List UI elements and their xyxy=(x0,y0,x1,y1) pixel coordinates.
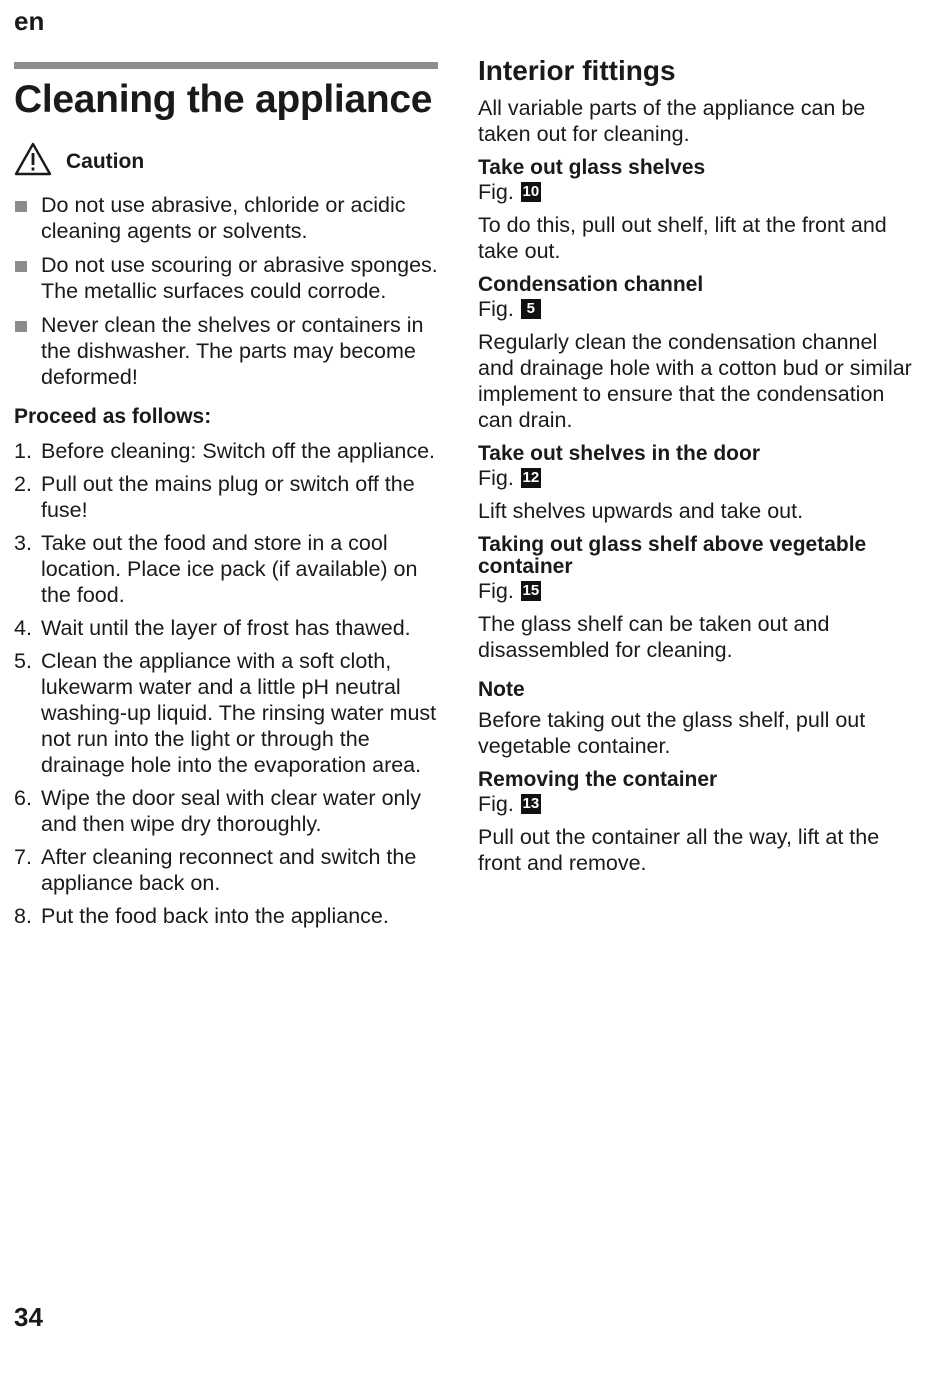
step-number: 1. xyxy=(14,439,32,463)
bullet-square-icon xyxy=(15,201,27,212)
note-title: Note xyxy=(478,678,525,701)
fig-label: Fig. xyxy=(478,297,514,321)
figure-reference xyxy=(478,791,918,817)
figure-number-badge: 10 xyxy=(522,183,540,200)
step-text: Wait until the layer of frost has thawed. xyxy=(41,616,411,640)
title-rule xyxy=(14,62,438,69)
caution-item xyxy=(14,312,444,390)
proceed-heading: Proceed as follows: xyxy=(14,405,212,428)
subsection-text: Pull out the container all the way, lift at the front and remove. xyxy=(478,825,880,875)
subsection-title: Take out glass shelves xyxy=(478,156,706,179)
step-item xyxy=(14,648,444,778)
figure-number-badge: 12 xyxy=(522,469,540,486)
figure-number-badge: 5 xyxy=(521,299,541,319)
subsection-remove-container xyxy=(478,769,918,876)
caution-list xyxy=(14,192,444,390)
step-number: 6. xyxy=(14,786,32,810)
caution-item-text: Never clean the shelves or containers in the dishwasher. The parts may become deformed! xyxy=(41,313,424,389)
right-column xyxy=(478,54,918,876)
subsection-vegetable-shelf xyxy=(478,534,918,663)
subsection-title: Removing the container xyxy=(478,768,718,791)
subsection-title: Taking out glass shelf above vegetable container xyxy=(478,533,867,578)
step-number: 4. xyxy=(14,616,32,640)
section-intro: All variable parts of the appliance can be taken out for cleaning. xyxy=(478,96,866,146)
caution-label: Caution xyxy=(66,150,145,173)
step-item xyxy=(14,903,444,929)
step-number: 7. xyxy=(14,845,32,869)
step-item xyxy=(14,615,444,641)
subsection-title: Condensation channel xyxy=(478,273,704,296)
step-number: 5. xyxy=(14,649,32,673)
step-text: Put the food back into the appliance. xyxy=(41,904,389,928)
step-text: Take out the food and store in a cool location. Place ice pack (if available) on the food. xyxy=(41,531,418,607)
caution-item-text: Do not use scouring or abrasive sponges. The metallic surfaces could corrode. xyxy=(41,253,438,303)
figure-number-badge: 13 xyxy=(522,795,540,812)
warning-icon xyxy=(14,142,52,176)
caution-item-text: Do not use abrasive, chloride or acidic cleaning agents or solvents. xyxy=(41,193,406,243)
subsection-text: Lift shelves upwards and take out. xyxy=(478,499,804,523)
page-title: Cleaning the appliance xyxy=(14,78,433,121)
subsection-text: Regularly clean the condensation channel and drainage hole with a cotton bud or similar implement to ensure that the condensation can drain. xyxy=(478,330,912,432)
figure-reference xyxy=(478,465,918,491)
step-item xyxy=(14,438,444,464)
caution-item xyxy=(14,252,444,304)
figure-reference xyxy=(478,296,918,322)
caution-item xyxy=(14,192,444,244)
step-text: Before cleaning: Switch off the appliance. xyxy=(41,439,436,463)
step-item xyxy=(14,471,444,523)
language-code: en xyxy=(14,6,45,36)
step-number: 2. xyxy=(14,472,32,496)
step-text: Wipe the door seal with clear water only and then wipe dry thoroughly. xyxy=(41,786,422,836)
subsection-text: To do this, pull out shelf, lift at the front and take out. xyxy=(478,213,887,263)
step-number: 8. xyxy=(14,904,32,928)
step-text: After cleaning reconnect and switch the appliance back on. xyxy=(41,845,417,895)
steps-list xyxy=(14,438,444,929)
step-item xyxy=(14,530,444,608)
subsection-door-shelves xyxy=(478,443,918,524)
caution-heading xyxy=(14,142,444,176)
fig-label: Fig. xyxy=(478,579,514,603)
step-text: Clean the appliance with a soft cloth, lukewarm water and a little pH neutral washing-up liquid. The rinsing water must not run into the light or through the drainage hole into the evaporation area. xyxy=(41,649,437,777)
bullet-square-icon xyxy=(15,321,27,332)
subsection-title: Take out shelves in the door xyxy=(478,442,761,465)
note-text: Before taking out the glass shelf, pull out vegetable container. xyxy=(478,708,866,758)
subsection-condensation xyxy=(478,274,918,433)
bullet-square-icon xyxy=(15,261,27,272)
figure-reference xyxy=(478,578,918,604)
figure-number-badge: 15 xyxy=(522,582,540,599)
fig-label: Fig. xyxy=(478,792,514,816)
step-item xyxy=(14,785,444,837)
step-number: 3. xyxy=(14,531,32,555)
subsection-text: The glass shelf can be taken out and disassembled for cleaning. xyxy=(478,612,830,662)
figure-reference xyxy=(478,179,918,205)
step-text: Pull out the mains plug or switch off the fuse! xyxy=(41,472,415,522)
section-title: Interior fittings xyxy=(478,55,676,86)
fig-label: Fig. xyxy=(478,466,514,490)
left-column xyxy=(14,76,444,936)
step-item xyxy=(14,844,444,896)
subsection-glass-shelves xyxy=(478,157,918,264)
page-number: 34 xyxy=(14,1302,43,1332)
fig-label: Fig. xyxy=(478,180,514,204)
